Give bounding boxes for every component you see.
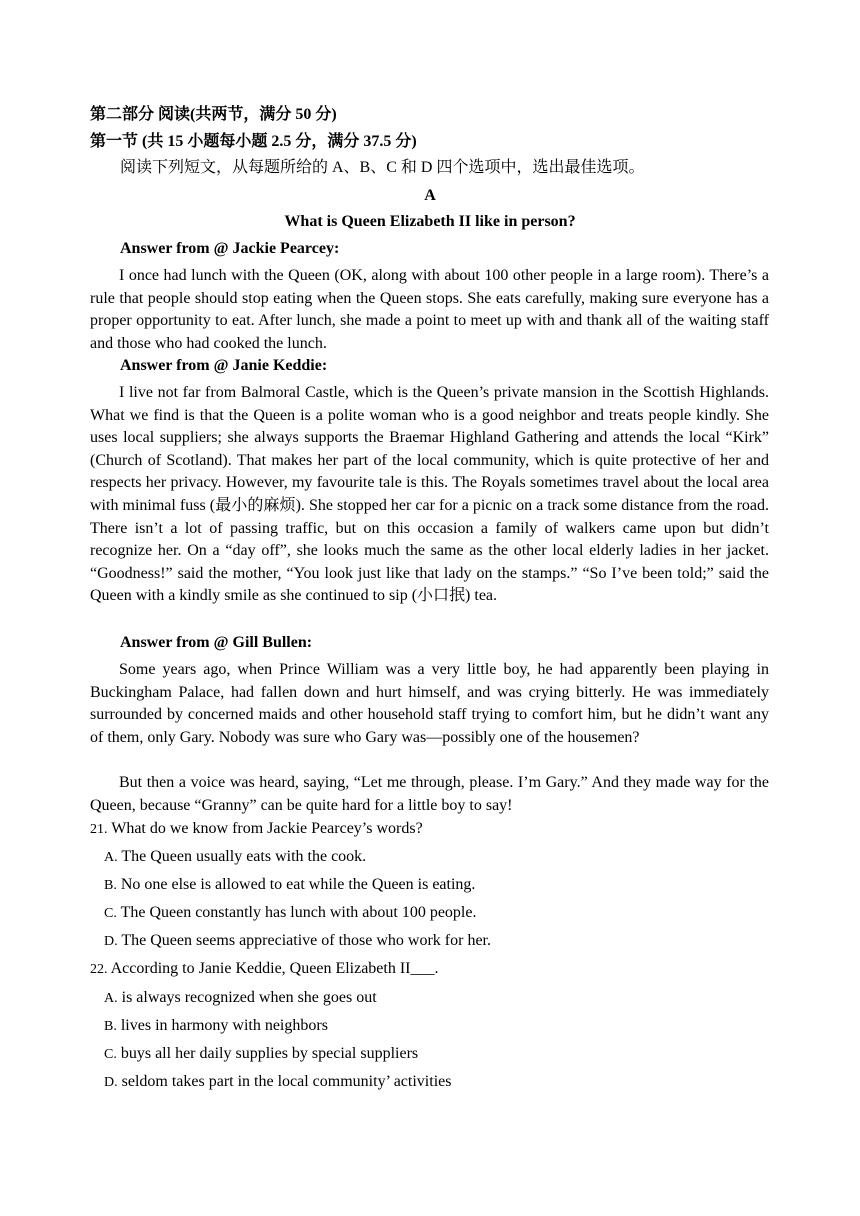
option-letter: B.	[104, 1019, 117, 1034]
answer-paragraph-jackie: I once had lunch with the Queen (OK, along with about 100 other people in a large room). There’s a rule that people should stop eating when the Queen stops. She eats carefully, making sure everyone has a proper opportunity to eat. After lunch, she made a point to meet up with and thank all of the waiting staff and those who had cooked the lunch.	[90, 267, 769, 352]
answer-heading-janie: Answer from @ Janie Keddie:	[120, 357, 328, 374]
passage-title: What is Queen Elizabeth II like in person?	[284, 213, 576, 230]
option-letter: A.	[104, 850, 118, 865]
section-subtitle: 第一节 (共 15 小题每小题 2.5 分，满分 37.5 分)	[90, 133, 417, 150]
option-text: No one else is allowed to eat while the Queen is eating.	[120, 876, 476, 893]
answer-heading-jackie: Answer from @ Jackie Pearcey:	[120, 240, 340, 257]
question-21-option-d[interactable]	[104, 930, 491, 953]
option-letter: D.	[104, 934, 118, 949]
question-number: 22.	[90, 962, 108, 977]
instruction-text: 阅读下列短文，从每题所给的 A、B、C 和 D 四个选项中，选出最佳选项。	[120, 159, 645, 176]
option-text: is always recognized when she goes out	[121, 989, 377, 1006]
question-22-option-c[interactable]	[104, 1043, 418, 1066]
question-21-option-a[interactable]	[104, 846, 366, 869]
question-stem: What do we know from Jackie Pearcey’s words?	[111, 820, 423, 837]
option-letter: B.	[104, 878, 117, 893]
section-title: 第二部分 阅读(共两节，满分 50 分)	[90, 106, 337, 123]
option-letter: D.	[104, 1075, 118, 1090]
question-21-option-b[interactable]	[104, 874, 475, 897]
question-21-option-c[interactable]	[104, 902, 476, 925]
passage-label: A	[424, 187, 436, 204]
question-22-option-b[interactable]	[104, 1015, 328, 1038]
question-stem: According to Janie Keddie, Queen Elizabeth II___.	[110, 960, 439, 977]
option-text: The Queen usually eats with the cook.	[121, 848, 367, 865]
option-letter: A.	[104, 991, 118, 1006]
answer-paragraph-gill-1: Some years ago, when Prince William was a very little boy, he had apparently been playing in Buckingham Palace, had fallen down and hurt himself, and was crying bitterly. He was immediately surrounded by concerned maids and other household staff trying to comfort him, but he didn’t want any of them, only Gary. Nobody was sure who Gary was—possibly one of the housemen?	[90, 661, 769, 746]
answer-paragraph-gill-2: But then a voice was heard, saying, “Let me through, please. I’m Gary.” And they made way for the Queen, because “Granny” can be quite hard for a little boy to say!	[90, 774, 769, 814]
answer-paragraph-janie: I live not far from Balmoral Castle, which is the Queen’s private mansion in the Scottish Highlands. What we find is that the Queen is a polite woman who is a good neighbor and treats people kindly. She uses local suppliers; she always supports the Braemar Highland Gathering and attends the local “Kirk” (Church of Scotland). That makes her part of the local community, which is quite protective of her and respects her privacy. However, my favourite tale is this. The Royals sometimes travel about the local area with minimal fuss (最小的麻烦). She stopped her car for a picnic on a track some distance from the road. There isn’t a lot of passing traffic, but on this occasion a family of walkers came upon but didn’t recognize her. On a “day off”, she looks much the same as the other local elderly ladies in her jacket. “Goodness!” said the mother, “You look just like that lady on the stamps.” “So I’ve been told;” said the Queen with a kindly smile as she continued to sip (小口抿) tea.	[90, 384, 769, 605]
option-text: The Queen constantly has lunch with about 100 people.	[120, 904, 477, 921]
question-22-option-a[interactable]	[104, 987, 377, 1010]
option-letter: C.	[104, 1047, 117, 1062]
option-text: seldom takes part in the local community’ activities	[121, 1073, 452, 1090]
option-letter: C.	[104, 906, 117, 921]
question-21	[90, 818, 423, 841]
question-22-option-d[interactable]	[104, 1071, 451, 1094]
answer-heading-gill: Answer from @ Gill Bullen:	[120, 634, 313, 651]
option-text: lives in harmony with neighbors	[120, 1017, 328, 1034]
option-text: buys all her daily supplies by special suppliers	[120, 1045, 419, 1062]
option-text: The Queen seems appreciative of those who work for her.	[121, 932, 491, 949]
question-22	[90, 958, 439, 981]
question-number: 21.	[90, 822, 108, 837]
